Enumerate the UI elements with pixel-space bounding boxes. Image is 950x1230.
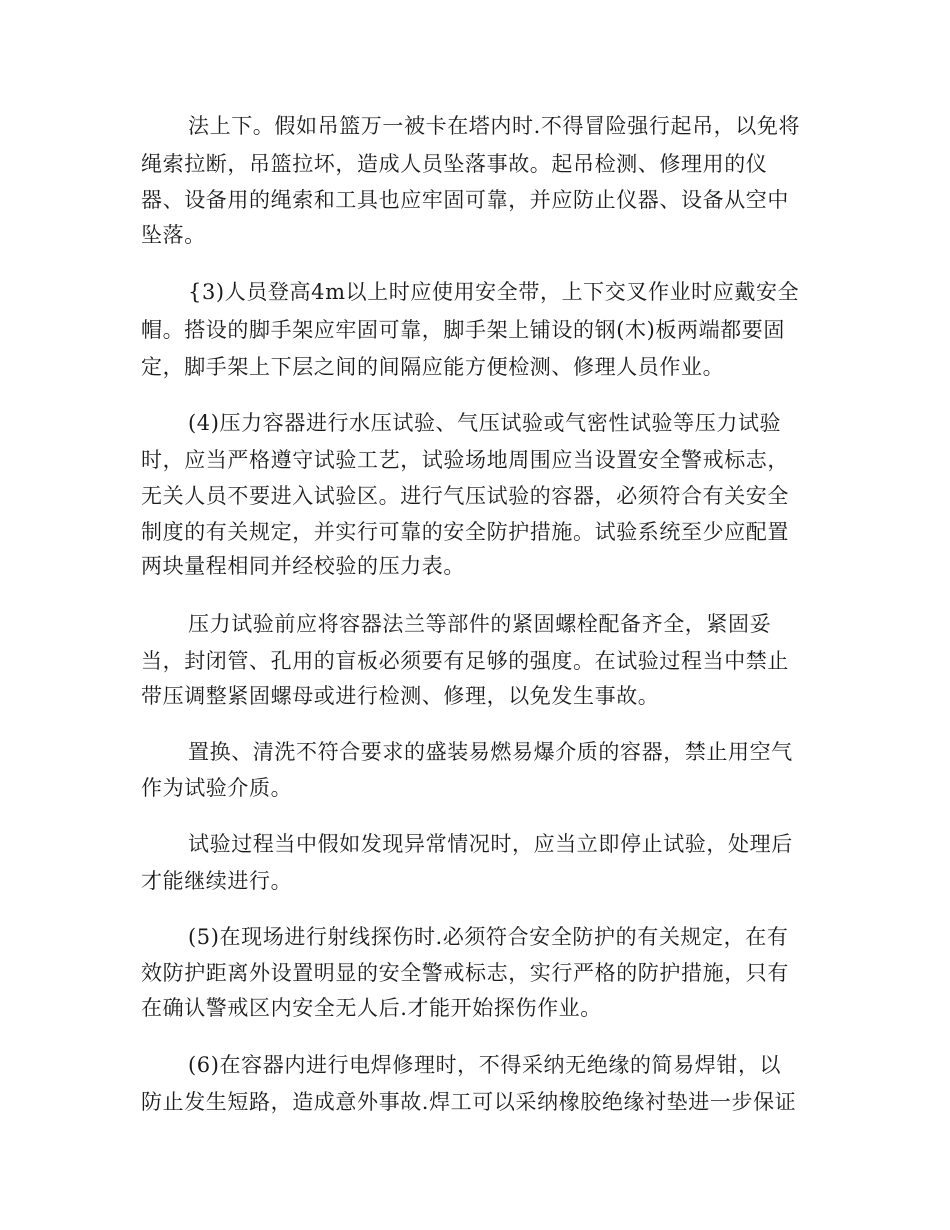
text-line: 在确认警戒区内安全无人后.才能开始探伤作业。 — [141, 996, 602, 1020]
text-line: 帽。搭设的脚手架应牢固可靠，脚手架上铺设的钢(木)板两端都要固 — [141, 318, 785, 342]
text-line: 带压调整紧固螺母或进行检测、修理，以免发生事故。 — [141, 684, 660, 708]
text-line: 定，脚手架上下层之间的间隔应能方便检测、修理人员作业。 — [141, 355, 725, 379]
text-line: 制度的有关规定，并实行可靠的安全防护措施。试验系统至少应配置 — [141, 520, 789, 544]
text-line: 效防护距离外设置明显的安全警戒标志，实行严格的防护措施，只有 — [141, 961, 789, 985]
text-line: 作为试验介质。 — [141, 776, 293, 800]
text-line: 置换、清洗不符合要求的盛装易燃易爆介质的容器，禁止用空气 — [188, 740, 793, 764]
text-line: 无关人员不要进入试验区。进行气压试验的容器，必须符合有关安全 — [141, 484, 789, 508]
text-line: 防止发生短路，造成意外事故.焊工可以采纳橡胶绝缘衬垫进一步保证 — [141, 1090, 797, 1114]
text-line: 时，应当严格遵守试验工艺，试验场地周围应当设置安全警戒标志， — [141, 448, 789, 472]
text-line: 压力试验前应将容器法兰等部件的紧固螺栓配备齐全，紧固妥 — [188, 612, 772, 636]
text-line: 两块量程相同并经校验的压力表。 — [141, 554, 465, 578]
text-line: (5)在现场进行射线探伤时.必须符合安全防护的有关规定，在有 — [188, 925, 789, 949]
text-line: 绳索拉断，吊篮拉坏，造成人员坠落事故。起吊检测、修理用的仪 — [141, 152, 768, 176]
text-line: {3)人员登高4m以上时应使用安全带，上下交叉作业时应戴安全 — [188, 280, 800, 304]
text-line: 器、设备用的绳索和工具也应牢固可靠，并应防止仪器、设备从空中 — [141, 188, 789, 212]
text-line: 试验过程当中假如发现异常情况时，应当立即停止试验，处理后 — [188, 832, 793, 856]
text-line: 坠落。 — [141, 223, 206, 247]
text-line: 当，封闭管、孔用的盲板必须要有足够的强度。在试验过程当中禁止 — [141, 649, 789, 673]
text-line: 才能继续进行。 — [141, 869, 293, 893]
text-line: (6)在容器内进行电焊修理时，不得采纳无绝缘的简易焊钳，以 — [188, 1053, 782, 1077]
text-line: 法上下。假如吊篮万一被卡在塔内时.不得冒险强行起吊，以免将 — [188, 114, 801, 138]
text-line: (4)压力容器进行水压试验、气压试验或气密性试验等压力试验 — [188, 411, 782, 435]
